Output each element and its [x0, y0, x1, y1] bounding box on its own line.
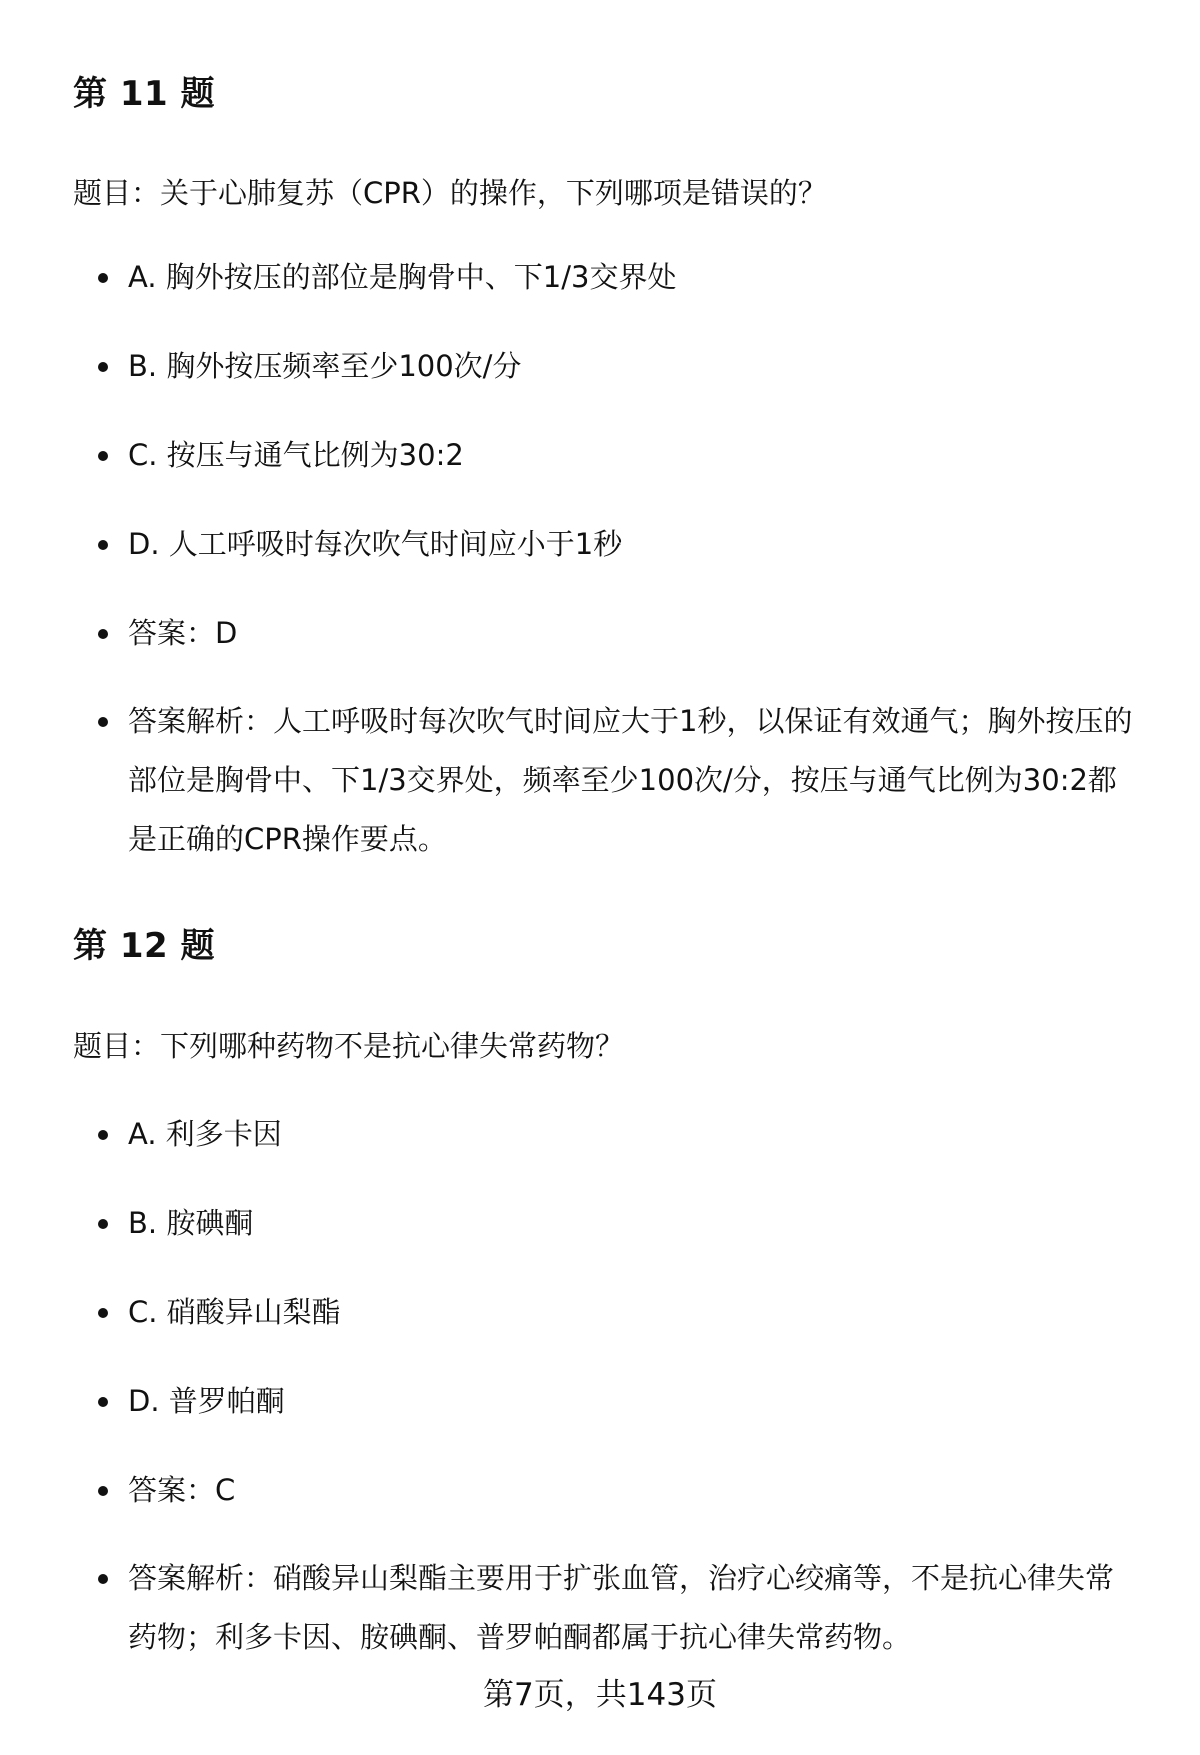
option-item: A. 胸外按压的部位是胸骨中、下1/3交界处	[0, 257, 1200, 297]
option-item: B. 胺碘酮	[0, 1203, 1200, 1243]
question-stem: 题目：关于心肺复苏（CPR）的操作，下列哪项是错误的？	[73, 176, 827, 210]
page-number: 第7页，共143页	[483, 1677, 717, 1713]
answer-item: 答案：D	[0, 613, 1200, 653]
question-heading: 第 12 题	[73, 926, 215, 966]
option-list	[0, 1114, 1200, 1716]
question-stem: 题目：下列哪种药物不是抗心律失常药物？	[73, 1029, 625, 1063]
option-item: D. 人工呼吸时每次吹气时间应小于1秒	[0, 524, 1200, 564]
option-item: C. 按压与通气比例为30:2	[0, 435, 1200, 475]
option-item: C. 硝酸异山梨酯	[0, 1292, 1200, 1332]
question-heading: 第 11 题	[73, 74, 215, 114]
answer-analysis: 答案解析：硝酸异山梨酯主要用于扩张血管，治疗心绞痛等，不是抗心律失常药物；利多卡因、胺碘酮、普罗帕酮都属于抗心律失常药物。	[0, 1549, 1200, 1667]
option-item: A. 利多卡因	[0, 1114, 1200, 1154]
option-list	[0, 257, 1200, 918]
answer-item: 答案：C	[0, 1470, 1200, 1510]
answer-analysis: 答案解析：人工呼吸时每次吹气时间应大于1秒，以保证有效通气；胸外按压的部位是胸骨中、下1/3交界处，频率至少100次/分，按压与通气比例为30:2都是正确的CPR操作要点。	[0, 692, 1200, 869]
option-item: B. 胸外按压频率至少100次/分	[0, 346, 1200, 386]
option-item: D. 普罗帕酮	[0, 1381, 1200, 1421]
